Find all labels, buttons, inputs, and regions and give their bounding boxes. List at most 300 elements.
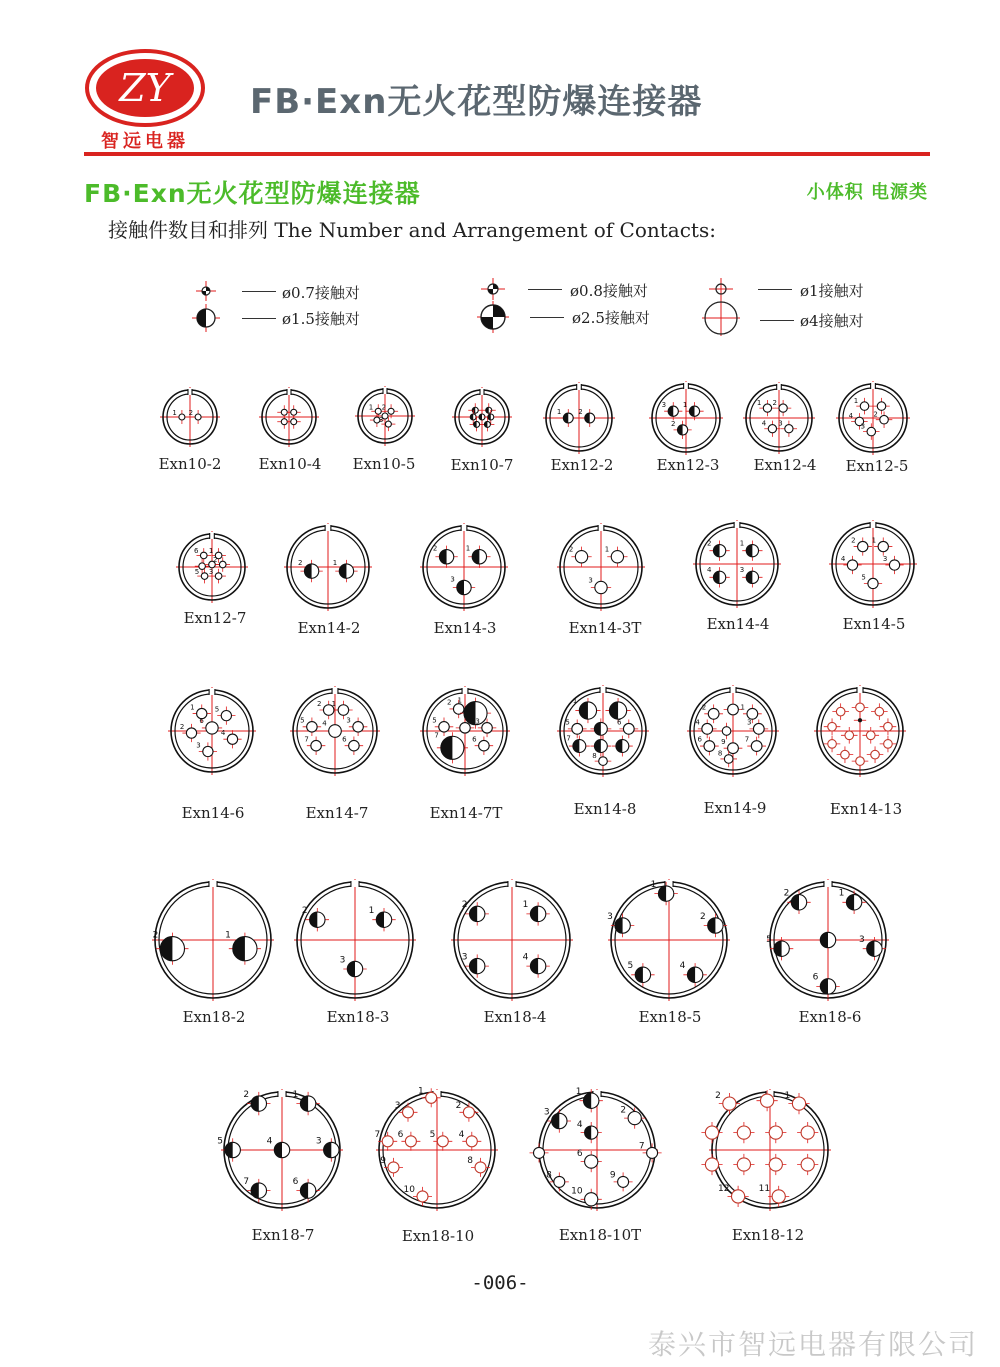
key-notch [210,532,215,539]
pin-number: 1 [292,1089,299,1100]
pin-number: 2 [243,1089,250,1100]
pin-number: 1 [331,699,337,708]
contact-pin [577,1149,602,1172]
key-notch [383,387,387,394]
contact-pin [872,536,893,555]
pin-number: 1 [853,396,859,405]
key-notch [730,686,736,693]
legend-label-1: ø1接触对 [800,282,864,300]
connector-Exn18-3 [294,879,416,1001]
connector-Exn12-4 [743,382,815,454]
contact-pin [747,718,768,738]
pin-number: 2 [301,906,308,916]
pin-number: 4 [695,718,700,727]
contact-pin [398,1130,421,1151]
key-notch [824,880,832,887]
contact-pin [569,546,592,567]
model-label: Exn14-3 [433,619,497,637]
pin-number: 1 [522,900,529,911]
pin-number: 5 [432,716,437,725]
connector-Exn12-7 [176,531,248,603]
contact-pin [523,952,550,977]
contact-pin [883,555,904,574]
pin-number: 4 [220,729,226,738]
pin-number: 3 [450,575,455,584]
contact-pin [546,1170,569,1191]
contact-pin [215,706,236,725]
pin-number: 4 [679,961,686,972]
contact-pin [430,1130,453,1151]
legend-label-4: ø4接触对 [800,312,864,330]
pin-number: 7 [434,731,439,740]
key-notch [598,524,604,531]
key-notch [857,686,863,693]
connector-Exn12-2 [543,382,615,454]
connector-Exn14-8 [557,685,649,777]
model-label: Exn14-3T [568,619,642,637]
pin-number: 3 [778,419,783,428]
pin-number: 4 [322,719,327,728]
pin-number: 5 [194,567,200,576]
model-label: Exn14-4 [706,615,770,633]
pin-number: 6 [472,735,477,744]
pin-number: 6 [576,1149,583,1159]
pin-number: 1 [838,888,845,899]
connector-Exn10-2 [160,387,220,447]
connector-Exn18-12 [701,1089,831,1211]
pin-number: 7 [566,734,571,743]
contact-pin [267,1136,294,1161]
contact-pin [854,397,873,415]
pin-number: 2 [620,1105,627,1116]
model-label: Exn14-8 [573,800,637,818]
contact-pin [733,1122,754,1143]
model-label: Exn12-5 [845,457,909,475]
contact-pin [467,1156,490,1177]
pin-number: 5 [627,961,634,972]
contact-pin [196,741,217,760]
connector-Exn12-5 [836,381,910,455]
pin-number: 4 [706,566,712,575]
pin-number: 3 [543,1107,550,1118]
key-notch [209,880,217,887]
pin-number: 8 [467,1155,473,1166]
key-notch [287,388,291,395]
header-title: FB·Exn无火花型防爆连接器 [250,82,703,122]
model-label: Exn12-4 [753,456,817,474]
logo-text: ZY [119,66,171,110]
pin-number: 1 [368,906,375,916]
connector-Exn12-3 [649,381,723,455]
pin-number: 5 [214,705,220,714]
pin-number: 6 [193,547,199,556]
contact-pin [861,573,882,592]
connector-Exn14-9 [687,685,779,777]
pin-number: 7 [374,1129,381,1140]
contact-pin [851,536,872,555]
legend-label-2.5: ø2.5接触对 [572,309,650,327]
key-notch [871,382,876,389]
pin-number: 5 [217,1136,223,1147]
contact-pin [841,727,858,744]
pin-number: 3 [378,416,384,425]
contact-pin [718,1184,749,1207]
model-label: Exn12-3 [656,456,720,474]
legend-label-1.5: ø1.5接触对 [282,310,360,328]
contact-pin [523,900,550,925]
pin-number: 3 [346,716,351,725]
pin-number: 1 [756,398,762,407]
pin-number: 6 [397,1129,404,1140]
pin-number: 4 [761,419,767,428]
pin-number: 1 [172,409,177,417]
pin-number: 2 [772,398,777,407]
contact-pin [832,703,849,720]
contact-pin [577,1120,602,1143]
model-label: Exn18-7 [251,1226,315,1244]
connector-Exn14-3T [557,523,645,611]
connector-Exn14-7 [290,686,380,776]
pin-number: 2 [851,536,856,545]
contact-pin [298,559,323,582]
key-notch [461,524,467,531]
connector-Exn10-5 [355,386,415,446]
pin-number: 4 [848,412,854,421]
key-notch [209,688,215,695]
pin-number: 1 [784,1091,791,1101]
pin-number: 3 [746,718,752,727]
pin-number: 2 [715,1091,721,1101]
connector-Exn10-4 [259,387,319,447]
pin-number: 6 [697,735,702,744]
contact-pin [797,1154,818,1175]
key-notch [684,382,689,389]
contact-pin [180,723,201,742]
contact-pin [588,576,611,597]
pin-number: 1 [572,696,578,705]
contact-pin [213,556,230,572]
connector-Exn14-13 [814,685,906,777]
model-label: Exn18-12 [731,1226,805,1244]
model-label: Exn14-7T [429,804,503,822]
pin-number: 2 [297,558,303,567]
model-label: Exn14-13 [829,800,903,818]
pin-number: 2 [446,698,452,707]
connector-Exn14-2 [284,523,372,611]
contact-pin [701,1154,722,1175]
pin-number: 6 [199,716,204,725]
pin-number: 9 [609,1170,616,1181]
pin-number: 6 [812,972,819,983]
connector-Exn14-6 [168,687,256,775]
pin-number: 5 [300,716,305,725]
contact-pin [765,1122,786,1143]
contact-pin [293,1090,320,1115]
contact-pin [718,723,735,740]
pin-number: 2 [455,1100,462,1111]
pin-number: 1 [556,408,562,417]
pin-number: 2 [568,545,574,554]
pin-number: 8 [592,751,597,760]
connector-Exn18-10T [530,1087,662,1211]
contact-pin [304,735,325,755]
contact-pin [566,735,589,757]
legend-label-0.7: ø0.7接触对 [282,284,360,302]
pin-number: 5 [766,935,772,945]
contact-pin [733,1154,754,1175]
pin-number: 1 [417,1086,424,1097]
contact-pin [740,566,763,587]
contact-pin [221,729,242,748]
pin-number: 3 [196,741,201,750]
contact-pin [852,753,869,770]
pin-number: 3 [394,1100,401,1111]
pin-number: 1 [871,536,877,545]
contact-pin [773,399,792,416]
pin-number: 3 [461,952,468,963]
contact-pin [342,735,363,755]
model-label: Exn14-5 [842,615,906,633]
pin-number: 2 [461,900,468,911]
contact-pin [651,880,678,905]
connector-Exn10-7 [452,387,512,447]
model-label: Exn14-2 [297,619,361,637]
contact-pin [573,697,601,723]
contact-pin [346,717,367,737]
key-notch [508,880,516,887]
legend-label-0.8: ø0.8接触对 [570,282,648,300]
contact-pin [816,928,839,951]
contact-pin [765,1154,786,1175]
pin-number: 5 [861,573,866,582]
contact-pin [701,1122,722,1143]
pin-number: 3 [882,554,888,563]
pin-number: 2 [188,409,194,417]
pin-number: 3 [607,911,613,922]
contact-pin [209,568,226,584]
model-label: Exn14-6 [181,804,245,822]
contact-pin [395,1101,418,1122]
contact-pin [243,1177,270,1202]
key-notch [325,524,331,531]
contact-pin [472,735,493,755]
contact-pin [475,718,496,738]
model-label: Exn10-7 [450,456,514,474]
pin-number: 1 [208,547,214,556]
pin-number: 3 [339,955,346,966]
pin-number: 2 [316,699,322,708]
key-notch [188,388,192,395]
contact-pin [662,401,683,420]
pin-number: 4 [266,1136,273,1147]
contact-pin [340,955,367,980]
contact-pin [459,1130,482,1151]
contact-pin [867,746,884,763]
model-label: Exn10-2 [158,455,222,473]
pin-number: 8 [546,1170,552,1181]
contact-pin [854,714,866,726]
contact-pin [824,718,841,735]
key-notch [351,880,359,887]
pin-number: 4 [840,554,846,563]
contact-pin [530,1143,549,1162]
key-notch [777,383,782,390]
pin-number: 2 [699,911,706,922]
model-label: Exn10-4 [258,455,322,473]
pin-number: 2 [578,408,583,417]
pin-number: 4 [522,952,529,963]
contact-pin [369,906,396,931]
connector-Exn14-5 [829,520,917,608]
connector-Exn14-4 [693,520,781,608]
pin-number: 2 [212,556,218,565]
pin-number: 1 [190,703,195,712]
connector-Exn18-2 [152,879,274,1001]
contact-pin [300,717,321,737]
contact-pin [707,540,730,561]
connector-Exn14-7T [420,686,510,776]
pin-number: 6 [342,735,347,744]
key-notch [577,383,582,390]
pin-number: 3 [739,566,745,575]
key-notch [480,388,484,395]
pin-number: 2 [671,419,676,428]
contact-pin [293,1177,320,1202]
pin-number: 1 [740,703,745,712]
pin-number: 1 [604,545,610,554]
connector-Exn18-10 [374,1086,498,1211]
model-label: Exn18-10T [558,1226,642,1244]
contact-pin [852,699,869,716]
pin-number: 1 [575,1087,582,1097]
company-watermark: 泰兴市智远电器有限公司 [647,1328,978,1361]
model-label: Exn14-9 [703,799,767,817]
section-title: FB·Exn无火花型防爆连接器 [84,179,421,208]
key-notch [870,521,876,528]
model-label: Exn18-6 [798,1008,862,1026]
pin-number: 3 [661,401,667,410]
pin-number: 6 [616,718,622,727]
contact-pin [225,931,261,965]
pin-number: 2 [179,722,185,731]
model-label: Exn18-3 [326,1008,390,1026]
pin-number: 10 [403,1184,415,1195]
contact-pin [871,703,888,720]
model-label: Exn18-10 [401,1227,475,1245]
pin-number: 10 [571,1186,583,1197]
contact-pin [745,736,766,756]
contact-pin [610,1170,633,1191]
contact-pin [873,410,892,428]
intro-text: 接触件数目和排列 The Number and Arrangement of Contacts: [108,218,716,242]
pin-number: 2 [783,888,790,899]
contact-pin [862,727,879,744]
pin-number: 7 [744,735,750,744]
contact-pin [861,422,880,440]
pin-number: 2 [432,544,438,553]
page-number: -006- [471,1272,529,1294]
model-label: Exn14-7 [305,804,369,822]
key-notch [278,1090,286,1097]
contact-pin [217,1136,244,1161]
key-notch [332,687,338,694]
contact-pin [199,717,222,738]
pin-number: 3 [475,717,480,726]
contact-pin [740,540,763,561]
pin-number: 9 [721,737,726,746]
contact-pin [707,566,730,587]
pin-number: 1 [332,558,338,567]
connector-Exn18-4 [451,879,573,1001]
section-tag: 小体积 电源类 [806,182,928,203]
pin-number: 12 [718,1183,730,1194]
pin-number: 5 [429,1129,436,1140]
contact-pin [612,736,633,757]
pin-number: 7 [304,735,309,744]
pin-number: 1 [650,879,657,890]
connector-Exn14-3 [420,523,508,611]
contact-pin [813,973,840,998]
contact-pin [837,746,854,763]
key-notch [734,521,740,528]
contact-pin [592,752,611,770]
pin-number: 3 [315,1136,322,1147]
pin-number: 9 [380,1155,386,1166]
contact-pin [605,546,628,567]
pin-number: 7 [243,1176,250,1187]
key-notch [462,687,468,694]
pin-number: 1 [457,696,462,705]
connector-Exn18-5 [607,879,730,1001]
pin-number: 2 [873,410,878,419]
contact-pin [433,545,458,568]
contact-pin [466,545,491,568]
contact-pin [721,738,742,758]
model-label: Exn10-5 [352,455,416,473]
pin-number: 4 [458,1129,465,1140]
brand-name: 智远电器 [101,131,189,152]
model-label: Exn12-7 [183,609,247,627]
contact-pin [841,555,862,574]
contact-pin [778,420,797,437]
pin-number: 1 [225,930,231,941]
pin-number: 2 [381,403,387,412]
pin-number: 1 [465,544,471,553]
contact-pin [880,718,897,735]
contact-pin [671,420,692,439]
pin-number: 2 [706,539,712,548]
pin-number: 1 [682,401,688,410]
contact-pin [627,961,654,986]
pin-number: 3 [860,422,866,431]
pin-number: 8 [717,749,723,758]
contact-pin [617,718,638,738]
pin-number: 5 [565,718,570,727]
model-label: Exn18-4 [483,1008,547,1026]
pin-number: 6 [292,1176,299,1187]
model-label: Exn18-2 [182,1008,246,1026]
contact-pin [450,575,475,598]
pin-number: 3 [588,576,593,585]
contact-pin [785,1091,810,1114]
pin-number: 2 [152,930,159,941]
pin-number: 1 [368,403,374,412]
model-label: Exn18-5 [638,1008,702,1026]
pin-number: 4 [576,1120,583,1130]
pin-number: 1 [739,539,745,548]
contact-pin [702,703,723,723]
pin-number: 3 [208,567,214,576]
